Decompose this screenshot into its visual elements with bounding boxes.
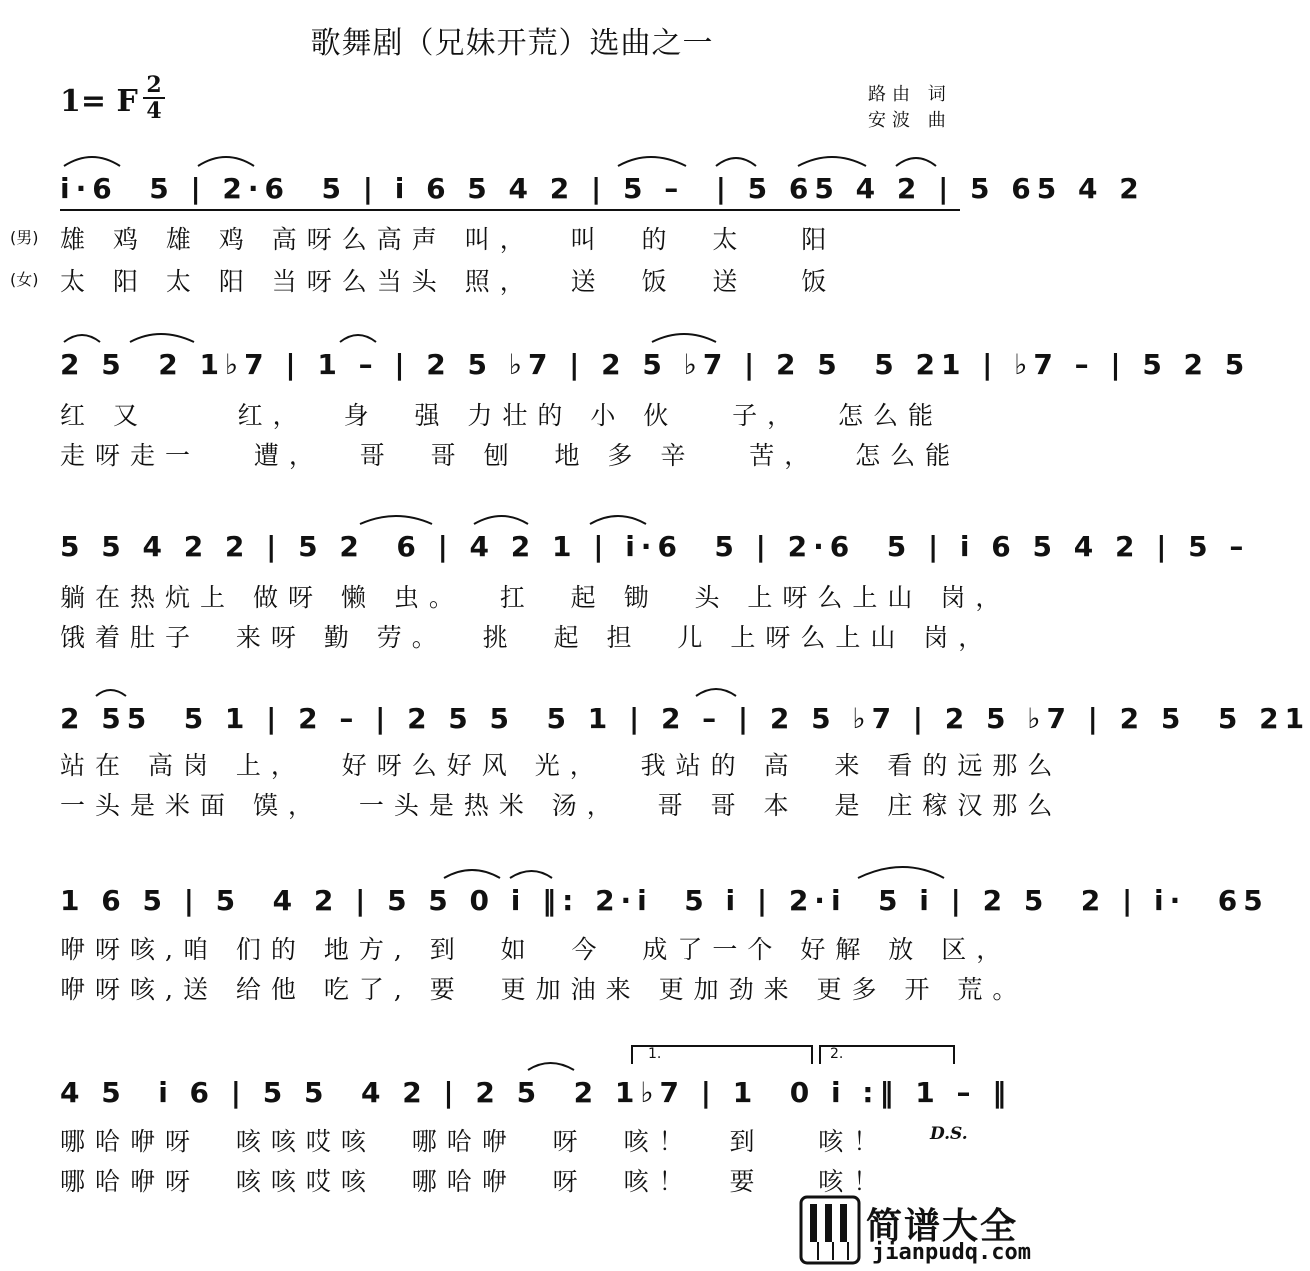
dal-segno-marking: D.S. [930,1124,968,1144]
piano-logo-icon [800,1196,862,1266]
lyric-row-3-verse-1: 躺在热炕上 做呀 懒 虫。 扛 起 锄 头 上呀么上山 岗， [60,583,1011,612]
lyricist-role: 词 [927,84,952,105]
key-signature: 1= F [60,84,138,119]
notation-row-6: 4 5 i 6 | 5 5 4 2 | 2 5 2 1♭7 | 1 0 i :‖ 1 – ‖ [60,1076,1013,1109]
female-role-label: (女) [10,270,39,289]
lyric-row-5-verse-1: 咿呀咳,咱 们的 地方, 到 如 今 成了一个 好解 放 区， [60,935,1012,964]
composer-role: 曲 [927,110,952,131]
notation-row-5: 1 6 5 | 5 4 2 | 5 5 0 i ‖: 2·i 5 i | 2·i 5 i | 2 5 2 | i· 65 [60,884,1269,917]
volta-2-label: 2. [830,1046,844,1062]
watermark-name: 简谱大全 [866,1206,1019,1247]
volta-1-label: 1. [648,1046,662,1062]
lyric-row-2-verse-2: 走呀走一 遭， 哥 哥 刨 地 多 辛 苦， 怎么能 [60,441,961,470]
lyric-row-6-verse-1: 哪哈咿呀 咳咳哎咳 哪哈咿 呀 咳！ 到 咳！ [60,1127,889,1156]
notation-row-1: i·6 5 | 2·6 5 | i 6 5 4 2 | 5 – | 5 65 4 2 | 5 65 4 2 [60,172,1145,205]
time-signature-bottom: 4 [146,98,162,124]
notation-row-4: 2 55 5 1 | 2 – | 2 5 5 5 1 | 2 – | 2 5 ♭7 | 2 5 ♭7 | 2 5 5 21 [60,702,1310,735]
lyric-row-3-verse-2: 饿着肚子 来呀 勤 劳。 挑 起 担 儿 上呀么上山 岗， [60,623,994,652]
notation-row-3: 5 5 4 2 2 | 5 2 6 | 4 2 1 | i·6 5 | 2·6 5 | i 6 5 4 2 | 5 – [60,530,1250,563]
time-signature-top: 2 [146,72,162,98]
notation-row-2: 2 5 2 1♭7 | 1 – | 2 5 ♭7 | 2 5 ♭7 | 2 5 5 21 | ♭7 – | 5 2 5 [60,348,1251,381]
lyric-row-5-verse-2: 咿呀咳,送 给他 吃了, 要 更加油来 更加劲来 更多 开 荒。 [60,975,1028,1004]
lyric-row-2-verse-1: 红 又 红， 身 强 力壮的 小 伙 子， 怎么能 [60,401,944,430]
page-title: 歌舞剧（兄妹开荒）选曲之一 [310,26,714,61]
lyric-row-4-verse-1: 站在 高岗 上， 好呀么好风 光， 我站的 高 来 看的远那么 [60,751,1063,780]
lyric-row-4-verse-2: 一头是米面 馍， 一头是热米 汤， 哥 哥 本 是 庄稼汉那么 [60,791,1063,820]
lyric-row-6-verse-2: 哪哈咿呀 咳咳哎咳 哪哈咿 呀 咳！ 要 咳！ [60,1167,889,1196]
composer-name: 安波 [868,110,916,131]
male-role-label: (男) [10,228,39,247]
watermark-url: jianpudq.com [872,1240,1031,1265]
lyric-row-1-verse-2: 太 阳 太 阳 当呀么当头 照， 送 饭 送 饭 [60,267,837,296]
lyric-row-1-verse-1: 雄 鸡 雄 鸡 高呀么高声 叫， 叫 的 太 阳 [60,225,837,254]
lyricist-name: 路由 [868,84,916,105]
